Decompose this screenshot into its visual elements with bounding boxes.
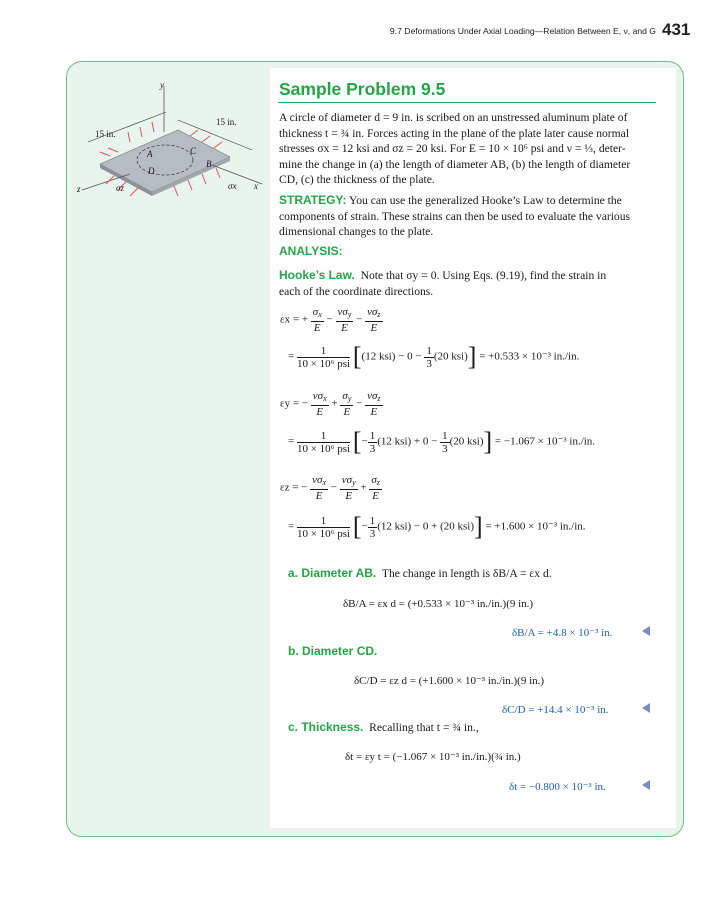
ez-lhs: εz = − bbox=[280, 481, 308, 494]
epsilon-y-definition: εy = − $\frac{\nu\sigma_x}{E}$ + $\frac{\sigma_y}{E}$ − $\frac{\nu\sigma_z}{E}$ bbox=[280, 390, 381, 418]
strategy-line: You can use the generalized Hooke’s Law to determine the bbox=[349, 194, 622, 207]
dimension-left: 15 in. bbox=[95, 129, 116, 139]
hookes-label: Hooke’s Law. bbox=[279, 268, 355, 282]
epsilon-x-definition: εx = + $\frac{\sigma_x}{E}$ − $\frac{\nu\sigma_y}{E}$ − $\frac{\nu\sigma_z}{E}$ bbox=[280, 306, 381, 334]
epsilon-y-evaluation: = $\frac{1}{\text{10 × 10⁶ psi}}$ [− $\frac{1}{3}$ (12 ksi) + 0 − $\frac{1}{3}$ (20 ksi)] = −1.067 × 10⁻³ in./in. bbox=[288, 427, 596, 456]
sigma-x-label: σx bbox=[228, 181, 237, 191]
sigma-z-label: σz bbox=[116, 183, 124, 193]
title-rule bbox=[278, 102, 656, 103]
statement-line: CD, (c) the thickness of the plate. bbox=[279, 173, 435, 186]
point-a-label: A bbox=[147, 149, 153, 159]
part-c-answer: δt = −0.800 × 10⁻³ in. bbox=[509, 781, 606, 793]
part-a-equation: δB/A = εx d = (+0.533 × 10⁻³ in./in.)(9 in.) bbox=[343, 598, 534, 610]
running-head: 9.7 Deformations Under Axial Loading—Relation Between E, ν, and G bbox=[389, 26, 656, 36]
strategy-line: components of strain. These strains can then be used to evaluate the various bbox=[279, 209, 631, 223]
part-b-label: b. Diameter CD. bbox=[288, 644, 378, 658]
part-a-text: The change in length is δB/A = εx d. bbox=[381, 567, 552, 580]
strategy-label: STRATEGY: bbox=[279, 193, 347, 207]
ez-result: = +1.600 × 10⁻³ in./in. bbox=[485, 520, 586, 533]
problem-statement bbox=[279, 110, 655, 188]
part-b-equation: δC/D = εz d = (+1.600 × 10⁻³ in./in.)(9 in.) bbox=[354, 675, 545, 687]
statement-line: stresses σx = 12 ksi and σz = 20 ksi. For E = 10 × 10⁶ psi and ν = ⅓, deter- bbox=[279, 142, 626, 155]
epsilon-z-evaluation: = $\frac{1}{\text{10 × 10⁶ psi}}$ [− $\frac{1}{3}$ (12 ksi) − 0 + (20 ksi)] = +1.600 × 10⁻³ in./in. bbox=[288, 512, 586, 541]
part-c-heading bbox=[288, 720, 658, 736]
hookes-line: each of the coordinate directions. bbox=[279, 284, 434, 298]
part-a-label: a. Diameter AB. bbox=[288, 566, 377, 580]
axis-y-label: y bbox=[160, 80, 164, 90]
part-c-text: Recalling that t = ¾ in., bbox=[369, 721, 479, 734]
page-number: 431 bbox=[662, 20, 691, 39]
analysis-label: ANALYSIS: bbox=[279, 244, 343, 258]
epsilon-x-evaluation: = $\frac{1}{\text{10 × 10⁶ psi}}$ [(12 ksi) − 0 − $\frac{1}{3}$ (20 ksi)] = +0.533 × 10⁻³ in./in. bbox=[288, 342, 580, 371]
part-a-heading bbox=[288, 566, 658, 582]
answer-marker-b bbox=[642, 703, 650, 713]
point-d-label: D bbox=[148, 166, 155, 176]
hookes-line: Note that σy = 0. Using Eqs. (9.19), find the strain in bbox=[360, 269, 607, 282]
answer-marker-c bbox=[642, 780, 650, 790]
statement-line: mine the change in (a) the length of diameter AB, (b) the length of diameter bbox=[279, 157, 631, 171]
modulus-denominator: 10 × 10⁶ psi bbox=[296, 357, 351, 370]
ey-result: = −1.067 × 10⁻³ in./in. bbox=[494, 435, 596, 448]
part-a-answer: δB/A = +4.8 × 10⁻³ in. bbox=[512, 627, 613, 639]
answer-marker-a bbox=[642, 626, 650, 636]
strategy-block bbox=[279, 193, 655, 240]
problem-title: Sample Problem 9.5 bbox=[279, 79, 446, 99]
statement-line: thickness t = ¾ in. Forces acting in the plane of the plate later cause normal bbox=[279, 126, 630, 140]
part-c-label: c. Thickness. bbox=[288, 720, 364, 734]
ex-lhs: εx = + bbox=[280, 313, 309, 326]
ex-result: = +0.533 × 10⁻³ in./in. bbox=[479, 350, 580, 363]
hookes-block bbox=[279, 268, 655, 299]
strategy-line: dimensional changes to the plate. bbox=[279, 225, 434, 238]
point-b-label: B bbox=[206, 159, 212, 169]
part-b-answer: δC/D = +14.4 × 10⁻³ in. bbox=[502, 704, 609, 716]
axis-z-label: z bbox=[77, 184, 81, 194]
one: 1 bbox=[297, 345, 350, 358]
statement-line: A circle of diameter d = 9 in. is scribed on an unstressed aluminum plate of bbox=[279, 111, 628, 124]
part-c-equation: δt = εy t = (−1.067 × 10⁻³ in./in.)(¾ in.) bbox=[345, 751, 521, 763]
ey-lhs: εy = − bbox=[280, 397, 309, 410]
epsilon-z-definition: εz = − $\frac{\nu\sigma_x}{E}$ − $\frac{\nu\sigma_y}{E}$ + $\frac{\sigma_z}{E}$ bbox=[280, 474, 380, 502]
axis-x-label: x bbox=[254, 181, 258, 191]
point-c-label: C bbox=[190, 146, 197, 156]
dimension-right: 15 in. bbox=[216, 117, 237, 127]
